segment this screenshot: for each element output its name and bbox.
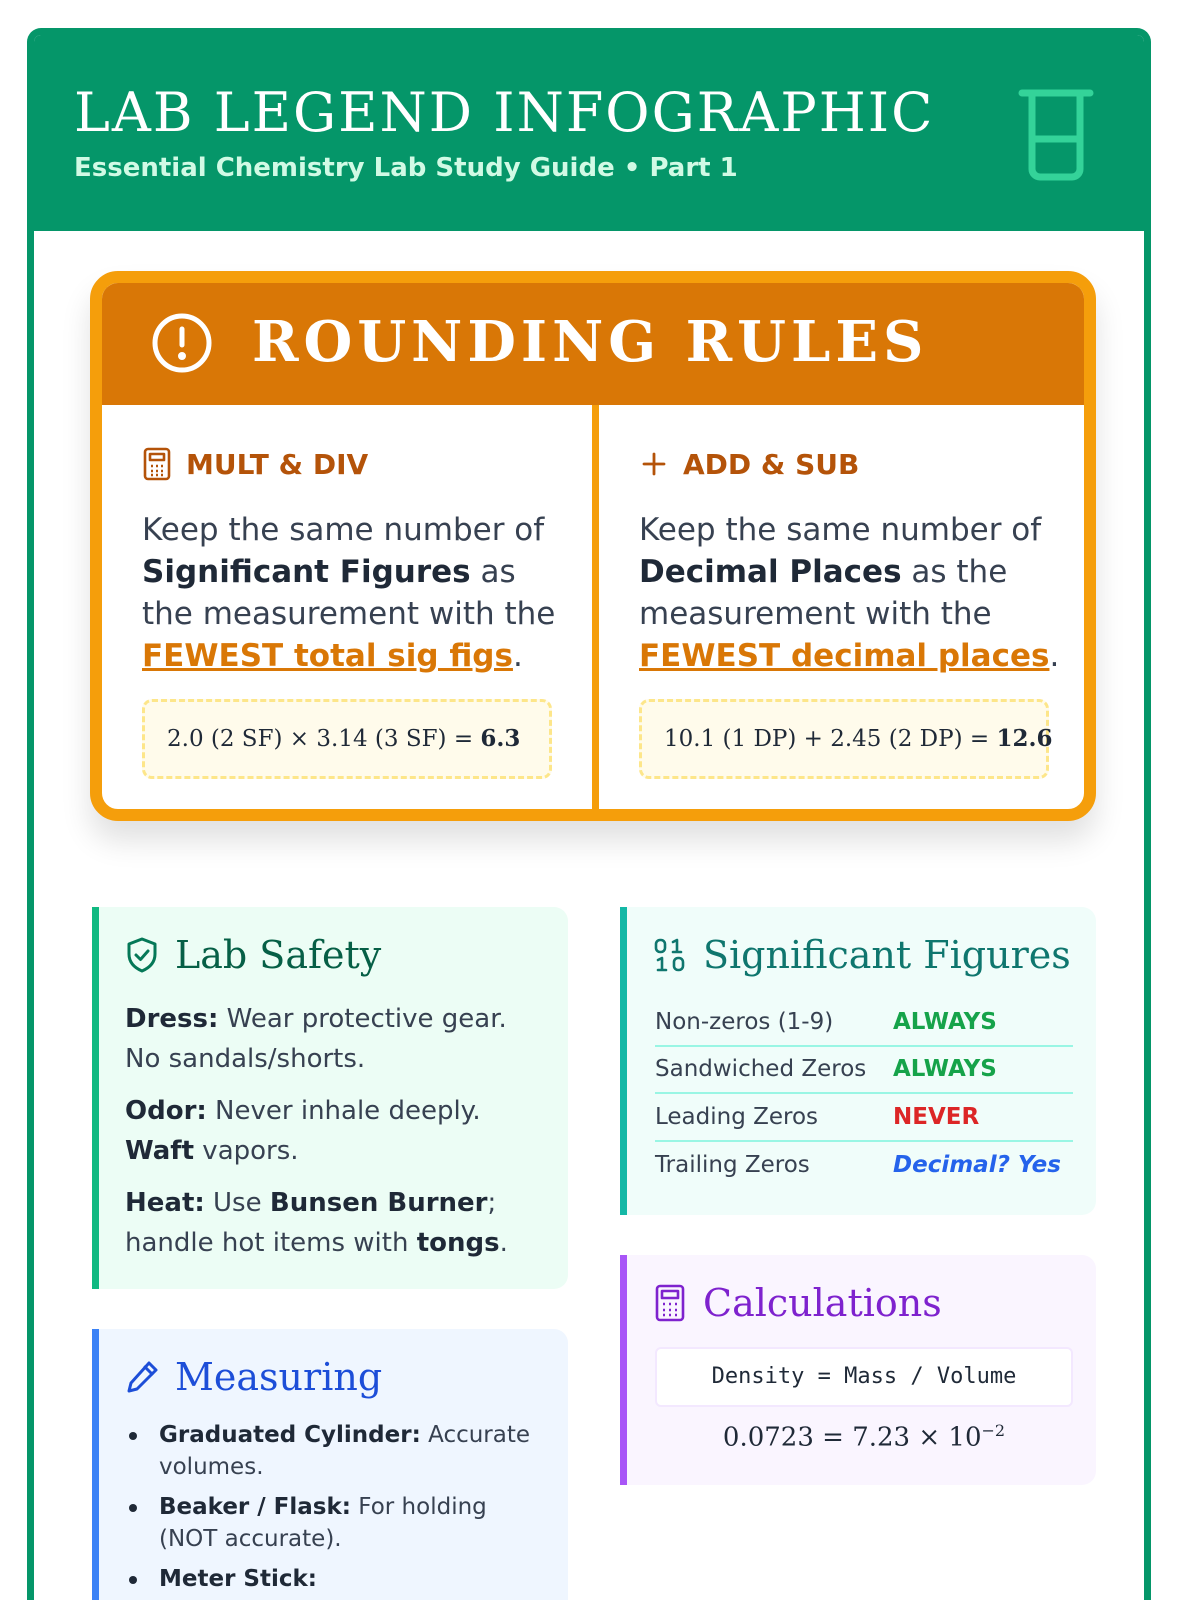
rounding-rules-header [102,283,1084,405]
text-segment: . [1049,638,1060,674]
list-item [125,1419,545,1483]
mult-div-heading [142,447,368,481]
row-label: Sandwiched Zeros [655,1056,867,1083]
item-bold: Bunsen Burner [269,1188,488,1218]
mult-div-example [142,699,552,779]
significant-figures-title [653,933,1071,977]
table-row [655,1094,1073,1142]
item-text: Use [204,1188,270,1218]
example-result: 6.3 [480,725,521,752]
row-label: Leading Zeros [655,1103,819,1130]
safety-odor [125,1091,545,1171]
add-sub-text [639,509,1069,677]
highlight-text: FEWEST decimal places [639,638,1050,674]
text-bold: Significant Figures [142,554,471,590]
row-value: ALWAYS [893,1008,997,1035]
lab-safety-card [92,907,568,1289]
example-expression: 2.0 (2 SF) × 3.14 (3 SF) = [167,726,481,752]
card-title-text: Lab Safety [175,933,382,977]
text-segment: as the measurement with the [639,554,1008,632]
mult-div-text [142,509,572,677]
calculator-icon [142,447,172,481]
significant-figures-card [620,907,1096,1215]
page-subtitle: Essential Chemistry Lab Study Guide • Part 1 [74,153,738,183]
safety-heat [125,1183,545,1263]
safety-dress [125,999,545,1079]
item-text: . [499,1228,508,1258]
row-value: ALWAYS [893,1056,997,1083]
row-label: Non-zeros (1-9) [655,1008,834,1035]
plus-icon [639,447,669,481]
item-bold: tongs [416,1228,500,1258]
calculations-title [653,1281,942,1325]
alert-circle-icon [150,311,214,375]
card-title-text: Significant Figures [703,933,1071,977]
add-sub-column [599,405,1084,809]
measuring-card [92,1329,568,1600]
lab-safety-title [125,933,381,977]
add-sub-example [639,699,1053,779]
header-banner [34,35,1144,231]
text-bold: Decimal Places [639,554,902,590]
text-segment: Keep the same number of [639,512,1042,548]
text-segment: . [512,638,523,674]
calculations-card [620,1255,1096,1485]
sci-exponent: −2 [981,1421,1006,1440]
row-value: NEVER [893,1103,980,1130]
scientific-notation-example [655,1421,1073,1453]
item-text: Wear protective gear. No sandals/shorts. [125,1004,507,1074]
mult-div-column [102,405,592,809]
item-label: Heat: [125,1188,205,1218]
item-text: ; handle hot items with [125,1188,497,1258]
calculator-icon [653,1284,687,1322]
text-segment: Keep the same number of [142,512,545,548]
item-label: Graduated Cylinder: [159,1422,421,1448]
rounding-rules-card [90,271,1096,821]
binary-icon [653,936,687,974]
item-bold: Waft [125,1136,195,1166]
column-divider [592,405,599,809]
table-row [655,999,1073,1047]
card-title-text: Calculations [703,1281,942,1325]
item-label: Beaker / Flask: [159,1494,351,1520]
text-segment: as the measurement with the [142,554,556,632]
card-title-text: Measuring [175,1355,383,1399]
add-sub-heading [639,447,859,481]
mult-div-label: MULT & DIV [186,447,369,481]
infographic-frame [27,28,1151,1600]
beaker-icon [1018,87,1094,183]
measuring-title [125,1355,382,1399]
example-expression: 10.1 (1 DP) + 2.45 (2 DP) = [664,726,997,752]
sci-base: 0.0723 = 7.23 × 10 [722,1422,982,1453]
table-row [655,1047,1073,1095]
list-item [125,1491,545,1555]
measuring-list [125,1419,545,1600]
rounding-rules-title: ROUNDING RULES [252,309,929,375]
example-result: 12.6 [996,725,1053,752]
highlight-text: FEWEST total sig figs [142,638,513,674]
item-text: Accurate volumes. [159,1422,531,1480]
add-sub-label: ADD & SUB [683,447,860,481]
row-label: Trailing Zeros [655,1152,810,1179]
item-text: vapors. [194,1136,299,1166]
list-item [125,1563,545,1595]
item-label: Odor: [125,1096,207,1126]
item-label: Dress: [125,1004,219,1034]
pencil-icon [125,1358,159,1396]
table-row [655,1142,1073,1190]
shield-check-icon [125,936,159,974]
lab-safety-items [125,999,545,1275]
item-label: Meter Stick: [159,1566,318,1592]
item-text: For holding (NOT accurate). [159,1494,487,1552]
density-formula: Density = Mass / Volume [655,1347,1073,1407]
item-text: Never inhale deeply. [206,1096,481,1126]
sig-fig-table [655,999,1073,1189]
page-title: LAB LEGEND INFOGRAPHIC [74,81,935,144]
row-value: Decimal? Yes [893,1152,1061,1179]
